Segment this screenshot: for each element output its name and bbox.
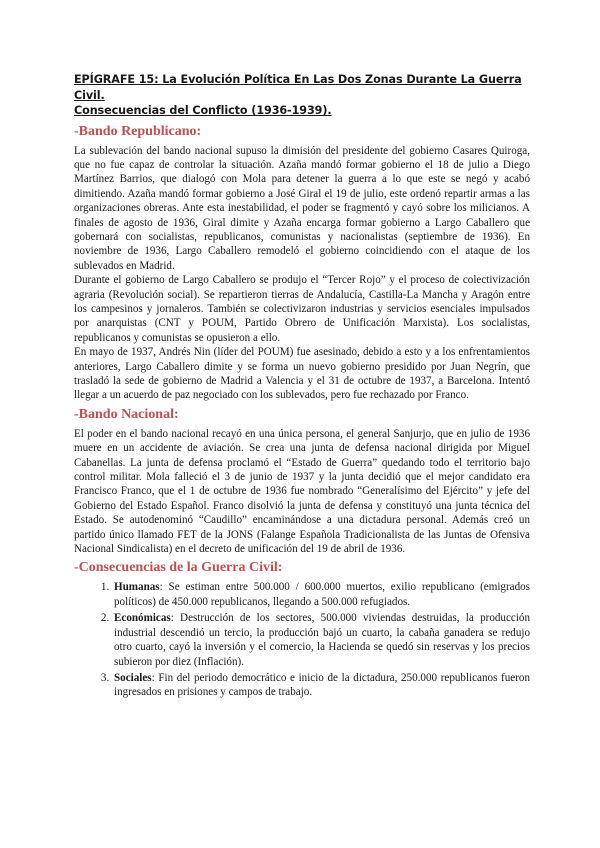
- consequences-list: [74, 580, 530, 699]
- paragraph: Durante el gobierno de Largo Caballero se produjo el “Tercer Rojo” y el proceso de colectivización agraria (Revolución social). Se repartieron tierras de Andalucía, Castilla-La Mancha y Aragón entre los campesinos y jornaleros. También se colectivizaron industrias y servicios esenciales impulsados por anarquistas (CNT y POUM, Partido Obrero de Unificación Marxista). Los socialistas, republicanos y comunistas se opusieron a ello.: [74, 274, 530, 344]
- section-heading: -Bando Republicano:: [74, 123, 202, 139]
- list-item: [112, 611, 530, 669]
- list-item-term: Humanas: [114, 581, 160, 594]
- paragraph: El poder en el bando nacional recayó en una única persona, el general Sanjurjo, que en julio de 1936 muere en un accidente de aviación. Se crea una junta de defensa nacional dirigida por Miguel Cabanellas. La junta de defensa proclamó el “Estado de Guerra” quedando todo el territorio bajo control militar. Mola falleció el 3 de junio de 1937 y la junta decidió que el mejor candidato era Francisco Franco, que el 1 de octubre de 1936 fue nombrado “Generalísimo del Ejército” y jefe del Gobierno del Estado Español. Franco disolvió la junta de defensa y constituyó una junta técnica del Estado. Se autodenominó “Caudillo” encaminándose a una dictadura personal. Además creó un partido único llamado FET de la JONS (Falange Española Tradicionalista de las Juntas de Ofensiva Nacional Sindicalista) en el decreto de unificación del 19 de abril de 1936.: [74, 427, 530, 556]
- document-title: [74, 72, 530, 119]
- section-bando-nacional: [74, 406, 530, 557]
- section-bando-republicano: [74, 123, 530, 403]
- list-item: [112, 671, 530, 700]
- paragraph: En mayo de 1937, Andrés Nin (líder del POUM) fue asesinado, debido a esto y a los enfrentamientos anteriores, Largo Caballero dimite y se forma un nuevo gobierno presidido por Juan Negrín, que trasladó la sede de gobierno de Madrid a Valencia y el 31 de octubre de 1937, a Barcelona. Intentó llegar a un acuerdo de paz negociado con los sublevados, pero fue rechazado por Franco.: [74, 346, 530, 402]
- list-item-term: Sociales: [114, 671, 152, 684]
- list-item: [112, 580, 530, 609]
- title-line-2: Consecuencias del Conflicto (1936-1939).: [74, 104, 332, 117]
- section-consecuencias: [74, 559, 530, 699]
- section-heading: -Consecuencias de la Guerra Civil:: [74, 560, 283, 576]
- section-heading: -Bando Nacional:: [74, 406, 179, 422]
- list-item-term: Económicas: [114, 612, 171, 625]
- title-line-1: EPÍGRAFE 15: La Evolución Política En Las Dos Zonas Durante La Guerra Civil.: [74, 73, 522, 102]
- paragraph: La sublevación del bando nacional supuso la dimisión del presidente del gobierno Casares Quiroga, que no fue capaz de controlar la situación. Azaña mandó formar gobierno el 18 de julio a Diego Martínez Barrios, que dialogó con Mola para detener la guerra a lo que este se negó y acabó dimitiendo. Azaña mandó formar gobierno a José Giral el 19 de julio, este ordenó repartir armas a las organizaciones obreras. Ante esta inestabilidad, el poder se fragmentó y cayó sobre los milicianos. A finales de agosto de 1936, Giral dimite y Azaña encarga formar gobierno a Largo Caballero que gobernará con socialistas, republicanos, comunistas y nacionalistas (septiembre de 1936). En noviembre de 1936, Largo Caballero remodeló el gobierno coincidiendo con el ataque de los sublevados en Madrid.: [74, 144, 530, 272]
- list-item-text: : Fin del periodo democrático e inicio de la dictadura, 250.000 republicanos fueron ingresados en prisiones y campos de trabajo.: [114, 671, 530, 699]
- list-item-text: : Se estiman entre 500.000 / 600.000 muertos, exilio republicano (emigrados políticos) de 450.000 republicanos, llegando a 500.000 refugiados.: [114, 581, 530, 608]
- list-item-text: : Destrucción de los sectores, 500.000 viviendas destruidas, la producción industrial descendió un tercio, la producción bajó un cuarto, la cabaña ganadera se redujo otro cuarto, cayó la inversión y el comercio, la Hacienda se quedó sin reservas y los precios subieron por diez (Inflación).: [114, 612, 530, 668]
